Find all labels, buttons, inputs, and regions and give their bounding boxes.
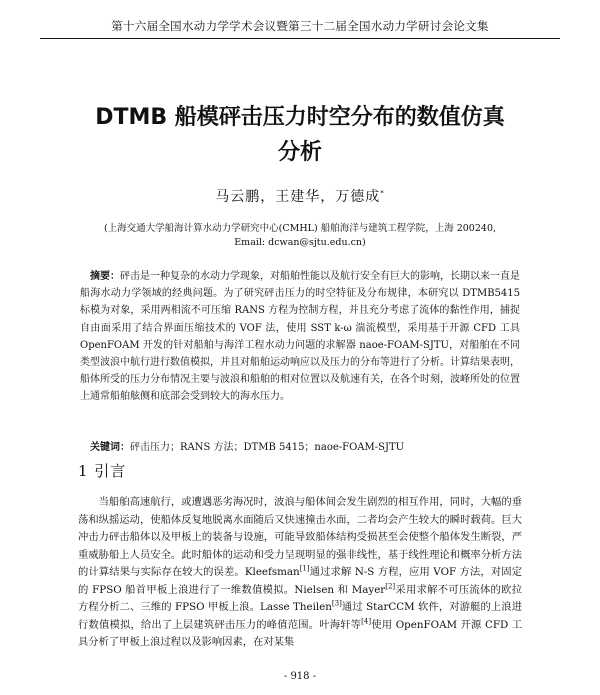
- intro-text-part-3: 采用求解不可压流体的欧拉方程分析二、三维的 FPSO 甲板上浪。Lasse Theilen: [78, 583, 522, 613]
- keywords-text: 砰击压力；RANS 方法；DTMB 5415；naoe-FOAM-SJTU: [130, 442, 405, 453]
- header-rule: [40, 38, 560, 39]
- author-names: 马云鹏，王建华，万德成: [215, 189, 381, 205]
- paper-title-line-2: 分析: [277, 140, 322, 165]
- abstract-text: 砰击是一种复杂的水动力学现象，对船舶性能以及航行安全有巨大的影响，长期以来一直是船海水动力学领域的经典问题。为了研究砰击压力的时空特征及分布规律，本研究以 DTMB5415 标模为对象，采用两相流不可压缩 RANS 方程为控制方程，并且充分考虑了流体的黏性作用，捕捉自由面采用了结合界面压缩技术的 VOF 法，使用 SST k-ω 湍流模型，采用基于开源 CFD 工具 OpenFOAM 开发的针对船舶与海洋工程水动力问题的求解器 naoe-FOAM-SJTU，对船舶在不同类型波浪中航行进行数值模拟，并且对船舶运动响应以及压力的分布等进行了分析。计算结果表明，船体所受的压力分布情况主要与波浪和船舶的相对位置以及航速有关，在各个时刻，波峰所处的位置上通常船舶舷侧和底部会受到较大的海水压力。: [80, 271, 520, 403]
- affiliation: (上海交通大学船海计算水动力学研究中心(CMHL) 船舶海洋与建筑工程学院，上海 200240,: [103, 223, 497, 234]
- page-number: - 918 -: [283, 671, 317, 682]
- citation-2: [2]: [385, 582, 396, 591]
- email: Email: dcwan@sjtu.edu.cn): [234, 237, 366, 248]
- citation-3: [3]: [331, 599, 342, 608]
- intro-text-part-2: 通过求解 N-S 方程，应用 VOF 方法，对固定的 FPSO 船首甲板上浪进行了一维数值模拟。Nielsen 和 Mayer: [78, 566, 522, 596]
- paper-title-line-1: DTMB 船模砰击压力时空分布的数值仿真: [95, 105, 505, 130]
- abstract: [80, 268, 520, 406]
- paper-title: [60, 100, 540, 170]
- intro-text-part-5: 使用 OpenFOAM 开源 CFD 工具分析了甲板上浪过程以及影响因素，在对某集: [78, 618, 522, 648]
- abstract-label: 摘要：: [90, 271, 120, 282]
- keywords-label: 关键词：: [90, 442, 130, 453]
- introduction-paragraph: [78, 494, 522, 652]
- corresponding-author-mark: *: [380, 189, 385, 198]
- authors: [0, 186, 600, 206]
- citation-4: [4]: [361, 617, 372, 626]
- section-heading-introduction: 1 引言: [78, 462, 127, 480]
- intro-text-part-1: 当船舶高速航行，或遭遇恶劣海况时，波浪与船体间会发生剧烈的相互作用，同时，大幅的垂荡和纵摇运动，使船体反复地脱离水面随后又快速撞击水面，二者均会产生较大的瞬时载荷。巨大冲击力砰击船体以及甲板上的装备与设施，可能导致船体结构受损甚至会使整个船体发生断裂，严重威胁船上人员安全。此时船体的运动和受力呈现明显的强非线性，基于线性理论和概率分析方法的计算结果与实际存在较大的误差。Kleefsman: [78, 496, 522, 578]
- keywords: [80, 438, 520, 453]
- running-header: 第十六届全国水动力学学术会议暨第三十二届全国水动力学研讨会论文集: [111, 19, 489, 33]
- intro-text-part-4: 通过 StarCCM 软件，对游艇的上浪进行数值模拟，给出了上层建筑砰击压力的峰值范围。叶海轩等: [78, 601, 522, 631]
- citation-1: [1]: [299, 564, 310, 573]
